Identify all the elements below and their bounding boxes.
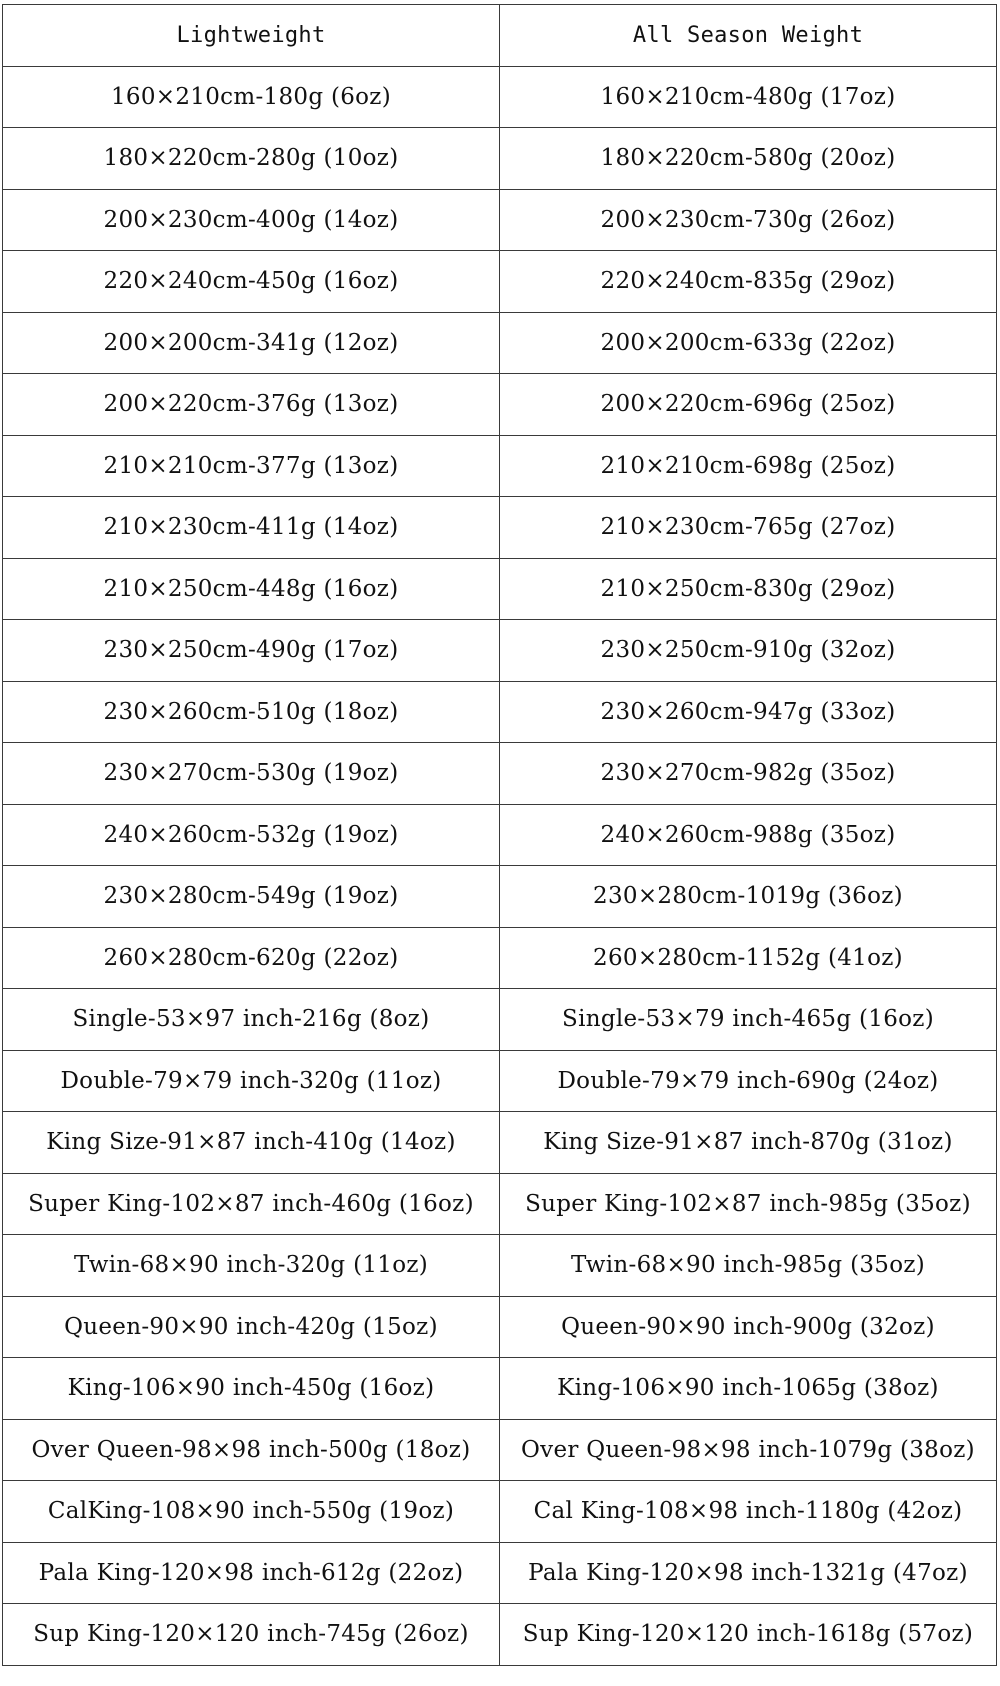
lightweight-cell: Over Queen-98×98 inch-500g (18oz) — [3, 1419, 500, 1481]
table-row — [3, 128, 997, 190]
lightweight-cell: Super King-102×87 inch-460g (16oz) — [3, 1173, 500, 1235]
all-season-weight-cell: 180×220cm-580g (20oz) — [500, 128, 997, 190]
all-season-weight-cell: 230×270cm-982g (35oz) — [500, 743, 997, 805]
all-season-weight-cell: 240×260cm-988g (35oz) — [500, 804, 997, 866]
all-season-weight-cell: Cal King-108×98 inch-1180g (42oz) — [500, 1481, 997, 1543]
table-row — [3, 497, 997, 559]
all-season-weight-cell: 260×280cm-1152g (41oz) — [500, 927, 997, 989]
all-season-weight-cell: 230×250cm-910g (32oz) — [500, 620, 997, 682]
lightweight-cell: Queen-90×90 inch-420g (15oz) — [3, 1296, 500, 1358]
table-row — [3, 1542, 997, 1604]
all-season-weight-cell: King-106×90 inch-1065g (38oz) — [500, 1358, 997, 1420]
all-season-weight-cell: Super King-102×87 inch-985g (35oz) — [500, 1173, 997, 1235]
lightweight-cell: 230×280cm-549g (19oz) — [3, 866, 500, 928]
lightweight-cell: 210×210cm-377g (13oz) — [3, 435, 500, 497]
lightweight-cell: Twin-68×90 inch-320g (11oz) — [3, 1235, 500, 1297]
table-row — [3, 1235, 997, 1297]
all-season-weight-cell: 210×230cm-765g (27oz) — [500, 497, 997, 559]
lightweight-cell: 230×260cm-510g (18oz) — [3, 681, 500, 743]
table-row — [3, 251, 997, 313]
all-season-weight-cell: Twin-68×90 inch-985g (35oz) — [500, 1235, 997, 1297]
table-row — [3, 989, 997, 1051]
all-season-weight-cell: 200×230cm-730g (26oz) — [500, 189, 997, 251]
lightweight-cell: King-106×90 inch-450g (16oz) — [3, 1358, 500, 1420]
all-season-weight-cell: Double-79×79 inch-690g (24oz) — [500, 1050, 997, 1112]
lightweight-cell: Double-79×79 inch-320g (11oz) — [3, 1050, 500, 1112]
all-season-weight-cell: Over Queen-98×98 inch-1079g (38oz) — [500, 1419, 997, 1481]
all-season-weight-cell: Single-53×79 inch-465g (16oz) — [500, 989, 997, 1051]
table-row — [3, 620, 997, 682]
all-season-weight-cell: Sup King-120×120 inch-1618g (57oz) — [500, 1604, 997, 1666]
table-row — [3, 435, 997, 497]
lightweight-cell: 260×280cm-620g (22oz) — [3, 927, 500, 989]
table-row — [3, 1358, 997, 1420]
lightweight-cell: 220×240cm-450g (16oz) — [3, 251, 500, 313]
table-row — [3, 1296, 997, 1358]
table-row — [3, 681, 997, 743]
size-weight-table — [2, 4, 997, 1666]
all-season-weight-cell: 220×240cm-835g (29oz) — [500, 251, 997, 313]
lightweight-cell: 200×200cm-341g (12oz) — [3, 312, 500, 374]
table-row — [3, 1419, 997, 1481]
all-season-weight-cell: 210×250cm-830g (29oz) — [500, 558, 997, 620]
lightweight-cell: 210×230cm-411g (14oz) — [3, 497, 500, 559]
lightweight-cell: Pala King-120×98 inch-612g (22oz) — [3, 1542, 500, 1604]
header-lightweight: Lightweight — [3, 5, 500, 67]
table-row — [3, 927, 997, 989]
all-season-weight-cell: Queen-90×90 inch-900g (32oz) — [500, 1296, 997, 1358]
all-season-weight-cell: 200×200cm-633g (22oz) — [500, 312, 997, 374]
lightweight-cell: Single-53×97 inch-216g (8oz) — [3, 989, 500, 1051]
table-row — [3, 743, 997, 805]
header-all-season-weight: All Season Weight — [500, 5, 997, 67]
table-row — [3, 1112, 997, 1174]
all-season-weight-cell: 210×210cm-698g (25oz) — [500, 435, 997, 497]
table-body — [3, 66, 997, 1665]
lightweight-cell: 160×210cm-180g (6oz) — [3, 66, 500, 128]
table-row — [3, 866, 997, 928]
header-row — [3, 5, 997, 67]
all-season-weight-cell: 230×260cm-947g (33oz) — [500, 681, 997, 743]
lightweight-cell: 180×220cm-280g (10oz) — [3, 128, 500, 190]
lightweight-cell: Sup King-120×120 inch-745g (26oz) — [3, 1604, 500, 1666]
lightweight-cell: CalKing-108×90 inch-550g (19oz) — [3, 1481, 500, 1543]
table-header — [3, 5, 997, 67]
lightweight-cell: 240×260cm-532g (19oz) — [3, 804, 500, 866]
table-row — [3, 189, 997, 251]
all-season-weight-cell: 200×220cm-696g (25oz) — [500, 374, 997, 436]
lightweight-cell: 200×220cm-376g (13oz) — [3, 374, 500, 436]
lightweight-cell: 210×250cm-448g (16oz) — [3, 558, 500, 620]
table-row — [3, 1173, 997, 1235]
table-row — [3, 558, 997, 620]
all-season-weight-cell: King Size-91×87 inch-870g (31oz) — [500, 1112, 997, 1174]
all-season-weight-cell: 230×280cm-1019g (36oz) — [500, 866, 997, 928]
all-season-weight-cell: Pala King-120×98 inch-1321g (47oz) — [500, 1542, 997, 1604]
table-row — [3, 374, 997, 436]
table-row — [3, 312, 997, 374]
table-row — [3, 66, 997, 128]
lightweight-cell: 230×250cm-490g (17oz) — [3, 620, 500, 682]
table-row — [3, 1604, 997, 1666]
table-row — [3, 804, 997, 866]
table-row — [3, 1050, 997, 1112]
lightweight-cell: 200×230cm-400g (14oz) — [3, 189, 500, 251]
all-season-weight-cell: 160×210cm-480g (17oz) — [500, 66, 997, 128]
size-weight-table-container — [2, 4, 996, 1666]
lightweight-cell: King Size-91×87 inch-410g (14oz) — [3, 1112, 500, 1174]
table-row — [3, 1481, 997, 1543]
lightweight-cell: 230×270cm-530g (19oz) — [3, 743, 500, 805]
